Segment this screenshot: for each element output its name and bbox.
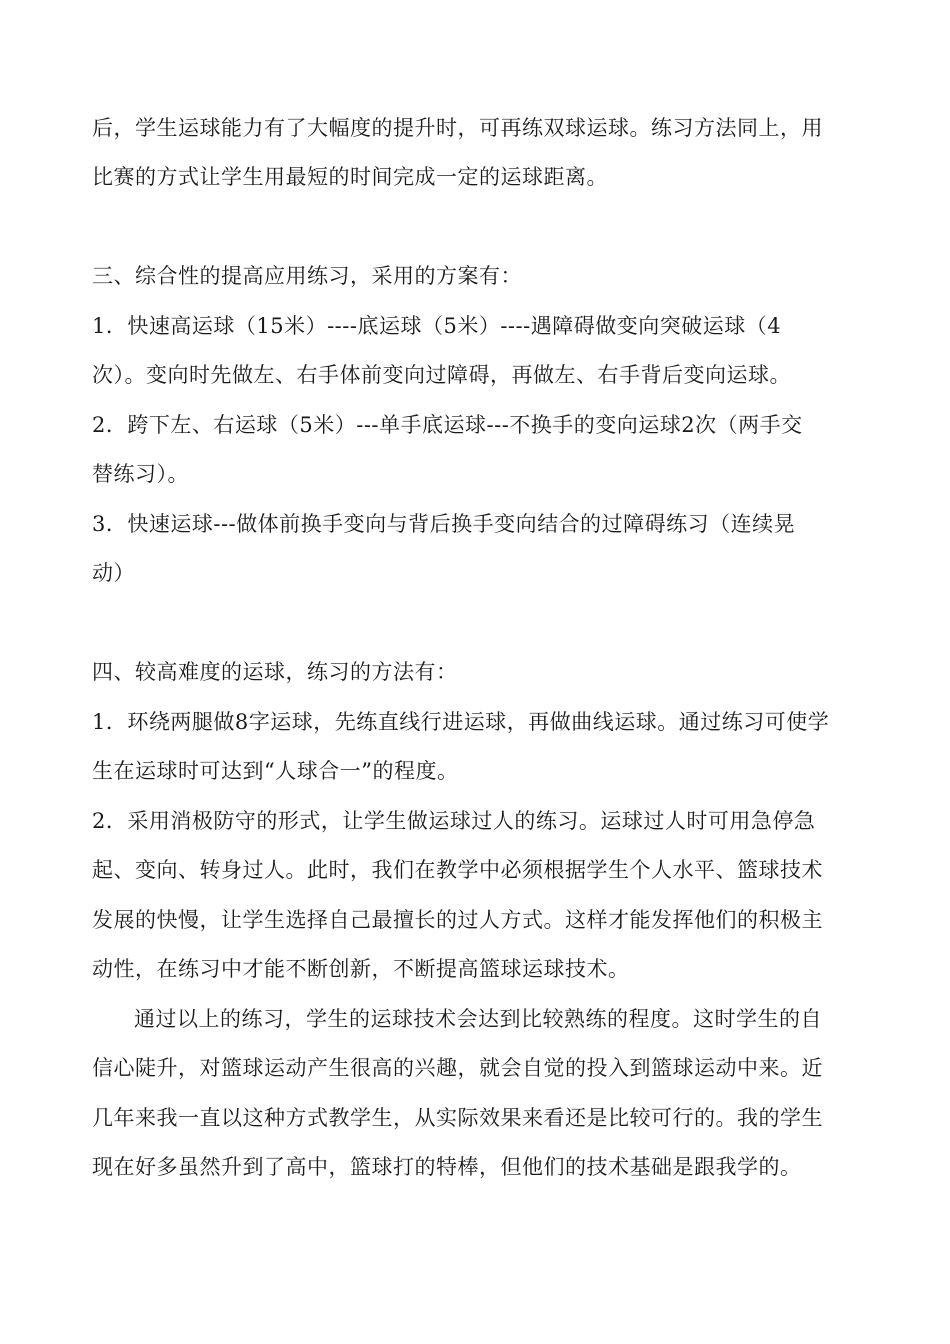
text-line: 生在运球时可达到“人球合一”的程度。: [92, 759, 459, 783]
text-line: 1．环绕两腿做8字运球，先练直线行进运球，再做曲线运球。通过练习可使学: [92, 710, 830, 734]
text-line: 现在好多虽然升到了高中，篮球打的特棒，但他们的技术基础是跟我学的。: [92, 1155, 802, 1179]
section-heading: 四、较高难度的运球，练习的方法有：: [92, 660, 458, 684]
section-heading: 三、综合性的提高应用练习，采用的方案有：: [92, 264, 522, 288]
text-line: 发展的快慢，让学生选择自己最擅长的过人方式。这样才能发挥他们的积极主: [92, 908, 823, 932]
text-line: 动性，在练习中才能不断创新，不断提高篮球运球技术。: [92, 957, 630, 981]
text-line: 1．快速高运球（15米）----底运球（5米）----遇障碍做变向突破运球（4: [92, 314, 782, 338]
text-line: 次）。变向时先做左、右手体前变向过障碍，再做左、右手背后变向运球。: [92, 363, 791, 387]
text-line: 几年来我一直以这种方式教学生，从实际效果来看还是比较可行的。我的学生: [92, 1106, 823, 1130]
paragraph-first-line: 通过以上的练习，学生的运球技术会达到比较熟练的程度。这时学生的自: [134, 1007, 822, 1031]
text-line: 替练习）。: [92, 462, 189, 486]
text-line: 后，学生运球能力有了大幅度的提升时，可再练双球运球。练习方法同上，用: [92, 116, 823, 140]
text-line: 比赛的方式让学生用最短的时间完成一定的运球距离。: [92, 165, 608, 189]
text-line: 起、变向、转身过人。此时，我们在教学中必须根据学生个人水平、篮球技术: [92, 858, 823, 882]
text-line: 信心陡升，对篮球运动产生很高的兴趣，就会自觉的投入到篮球运动中来。近: [92, 1056, 823, 1080]
text-line: 3．快速运球---做体前换手变向与背后换手变向结合的过障碍练习（连续晃: [92, 512, 796, 536]
text-line: 动）: [92, 561, 135, 585]
text-line: 2．采用消极防守的形式，让学生做运球过人的练习。运球过人时可用急停急: [92, 809, 816, 833]
text-line: 2．跨下左、右运球（5米）---单手底运球---不换手的变向运球2次（两手交: [92, 413, 803, 437]
